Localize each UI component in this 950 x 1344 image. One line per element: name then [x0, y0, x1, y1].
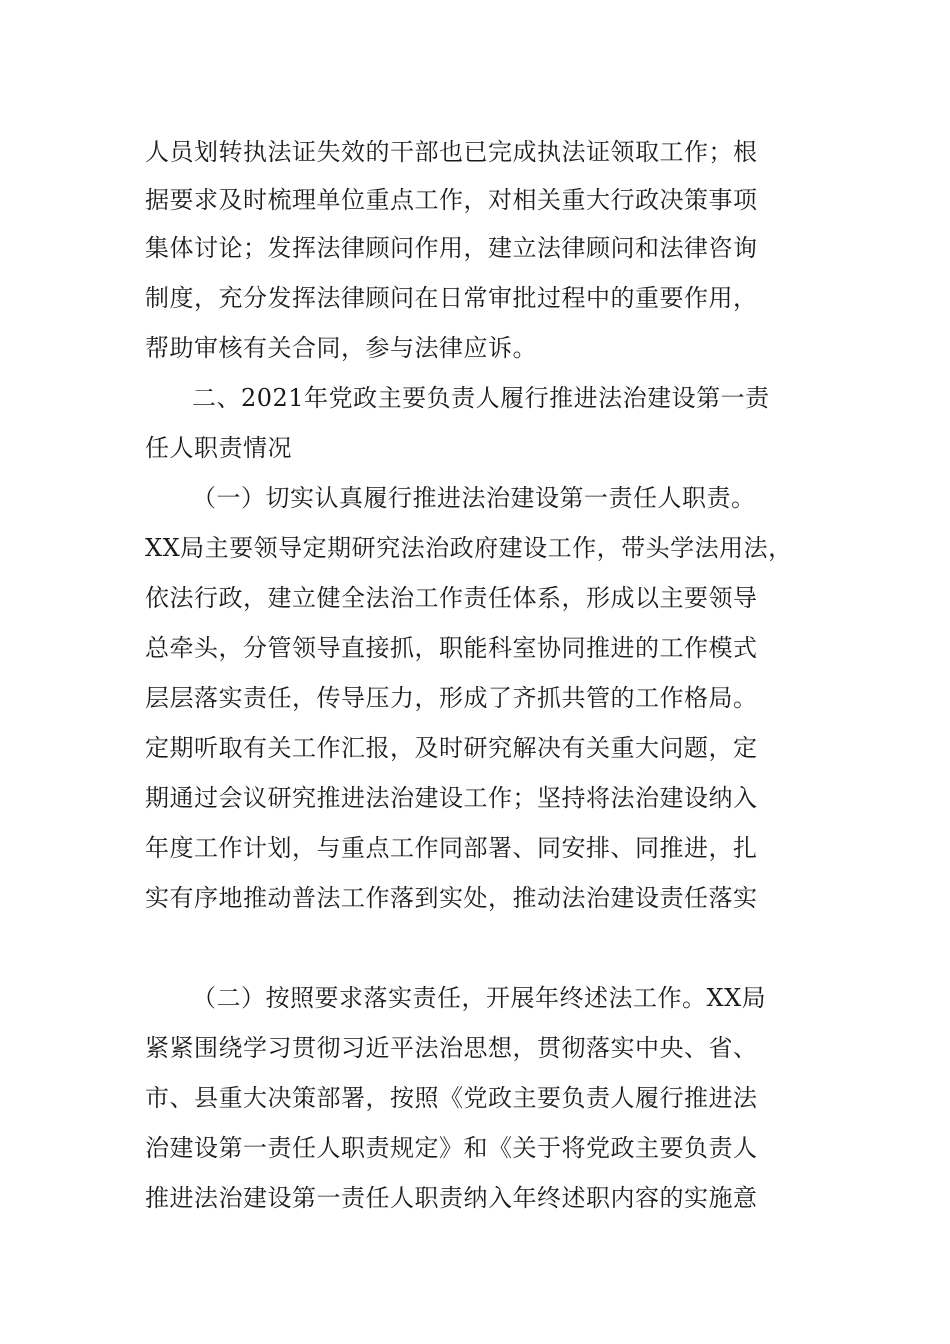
text-line: 年度工作计划，与重点工作同部署、同安排、同推进，扎 — [145, 834, 758, 862]
section-heading-cont: 任人职责情况 — [145, 434, 292, 462]
text-line: 制度，充分发挥法律顾问在日常审批过程中的重要作用， — [145, 284, 758, 312]
section-heading: 二、2021年党政主要负责人履行推进法治建设第一责 — [192, 384, 770, 412]
text-line: 实有序地推动普法工作落到实处，推动法治建设责任落实 — [145, 884, 758, 912]
text-line: 期通过会议研究推进法治建设工作；坚持将法治建设纳入 — [145, 784, 758, 812]
subsection-heading: （一）切实认真履行推进法治建设第一责任人职责。 — [192, 484, 756, 512]
text-line: 治建设第一责任人职责规定》和《关于将党政主要负责人 — [145, 1134, 758, 1162]
text-line: XX局主要领导定期研究法治政府建设工作，带头学法用法， — [145, 534, 793, 562]
text-line: 帮助审核有关合同，参与法律应诉。 — [145, 334, 537, 362]
text-line: 依法行政，建立健全法治工作责任体系，形成以主要领导 — [145, 584, 758, 612]
text-line: 定期听取有关工作汇报，及时研究解决有关重大问题，定 — [145, 734, 758, 762]
text-line: 推进法治建设第一责任人职责纳入年终述职内容的实施意 — [145, 1184, 758, 1212]
text-line: 据要求及时梳理单位重点工作，对相关重大行政决策事项 — [145, 186, 758, 214]
text-line: 集体讨论；发挥法律顾问作用，建立法律顾问和法律咨询 — [145, 234, 758, 262]
subsection-heading: （二）按照要求落实责任，开展年终述法工作。XX局 — [192, 984, 767, 1012]
text-line: 人员划转执法证失效的干部也已完成执法证领取工作；根 — [145, 138, 758, 166]
text-line: 市、县重大决策部署，按照《党政主要负责人履行推进法 — [145, 1084, 758, 1112]
text-line: 紧紧围绕学习贯彻习近平法治思想，贯彻落实中央、省、 — [145, 1034, 758, 1062]
text-line: 总牵头，分管领导直接抓，职能科室协同推进的工作模式 — [145, 634, 758, 662]
text-line: 层层落实责任，传导压力，形成了齐抓共管的工作格局。 — [145, 684, 758, 712]
